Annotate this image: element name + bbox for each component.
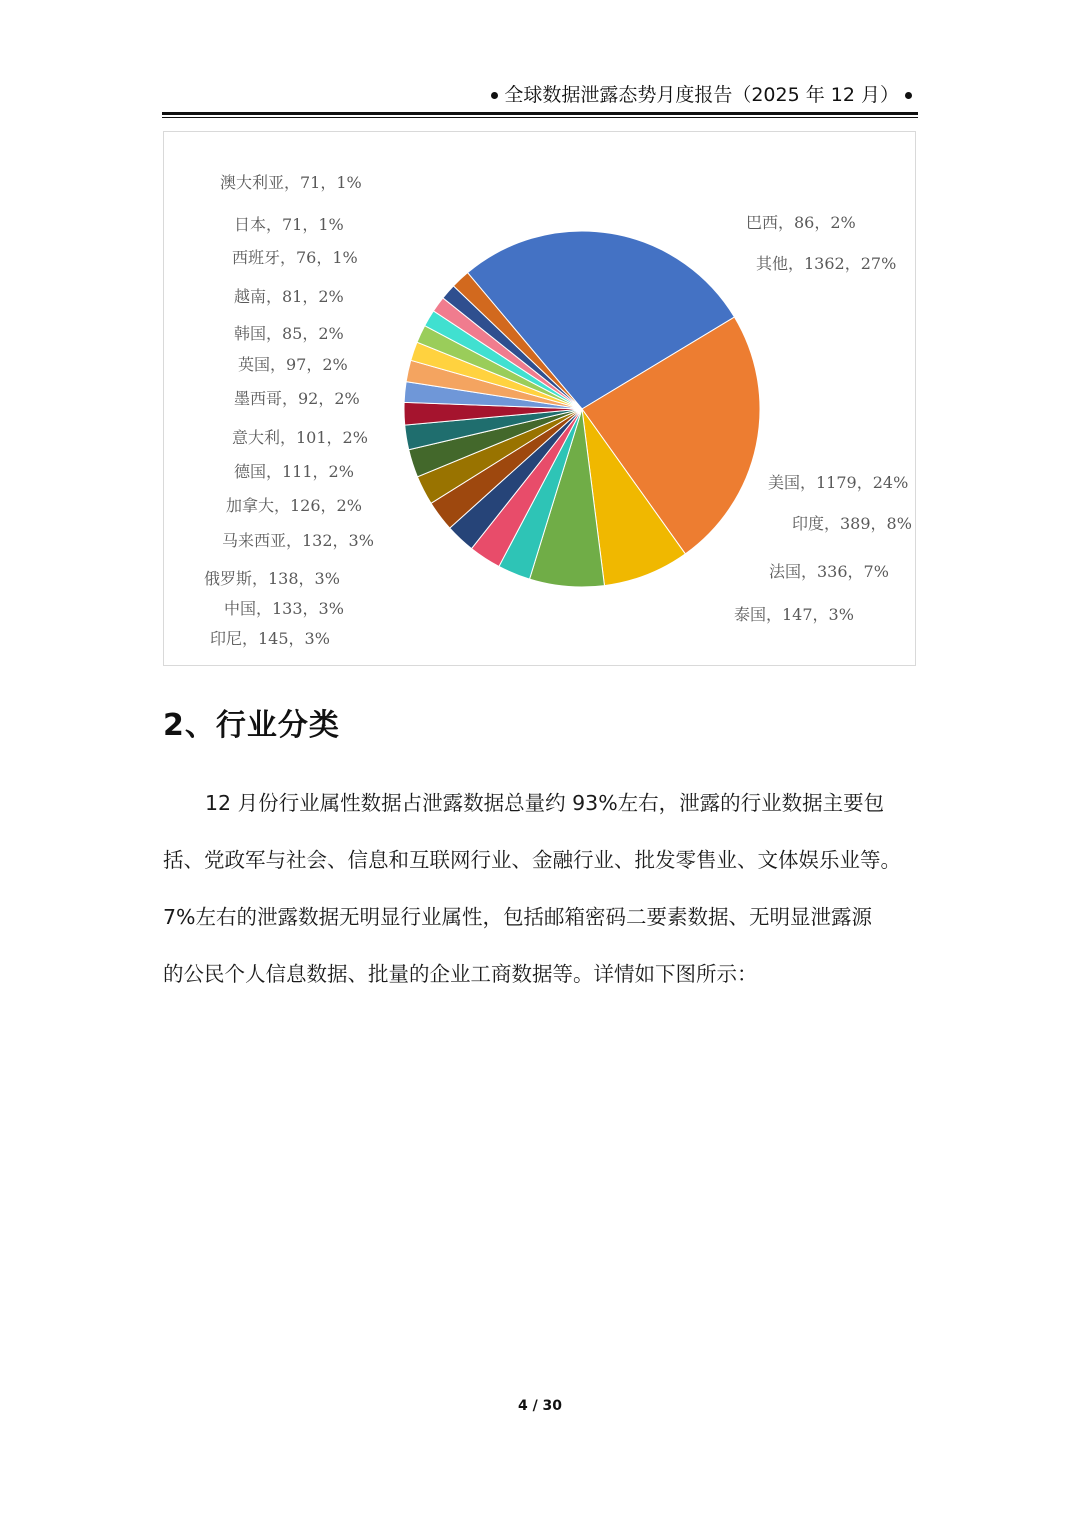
page-header <box>162 78 918 112</box>
data-label: 马来西亚，132，3% <box>222 531 374 550</box>
data-label: 意大利，101，2% <box>232 428 368 447</box>
data-label: 英国，97，2% <box>238 355 348 374</box>
section-heading: 2、行业分类 <box>163 708 340 743</box>
country-pie-chart <box>163 131 916 666</box>
data-label: 美国，1179，24% <box>768 473 909 492</box>
data-label: 墨西哥，92，2% <box>234 389 360 408</box>
data-label: 澳大利亚，71，1% <box>220 173 362 192</box>
data-label: 泰国，147，3% <box>734 605 854 624</box>
pie-chart-svg <box>164 132 917 667</box>
paragraph-line: 的公民个人信息数据、批量的企业工商数据等。详情如下图所示： <box>163 962 758 986</box>
paragraph-line: 7%左右的泄露数据无明显行业属性，包括邮箱密码二要素数据、无明显泄露源 <box>163 905 873 929</box>
paragraph-line: 括、党政军与社会、信息和互联网行业、金融行业、批发零售业、文体娱乐业等。 <box>163 848 901 872</box>
data-label: 越南，81，2% <box>234 287 344 306</box>
data-label: 中国，133，3% <box>224 599 344 618</box>
bullet-icon <box>491 92 498 99</box>
bullet-icon <box>905 92 912 99</box>
data-label: 德国，111，2% <box>234 462 354 481</box>
header-rule-thick <box>162 112 918 115</box>
data-label: 韩国，85，2% <box>234 324 344 343</box>
data-label: 俄罗斯，138，3% <box>204 569 340 588</box>
body-paragraph <box>163 775 919 1003</box>
data-label: 印尼，145，3% <box>210 629 330 648</box>
page-number: 4 / 30 <box>517 1398 563 1414</box>
data-label: 印度，389，8% <box>792 514 912 533</box>
report-title: 全球数据泄露态势月度报告（2025 年 12 月） <box>504 84 899 106</box>
paragraph-line: 12 月份行业属性数据占泄露数据总量约 93%左右，泄露的行业数据主要包 <box>205 791 885 815</box>
data-label: 法国，336，7% <box>769 562 889 581</box>
data-label: 其他，1362，27% <box>756 254 897 273</box>
data-label: 巴西，86，2% <box>746 213 856 232</box>
data-label: 西班牙，76，1% <box>232 248 358 267</box>
header-rule-thin <box>162 117 918 118</box>
data-label: 加拿大，126，2% <box>226 496 362 515</box>
data-label: 日本，71，1% <box>234 215 344 234</box>
